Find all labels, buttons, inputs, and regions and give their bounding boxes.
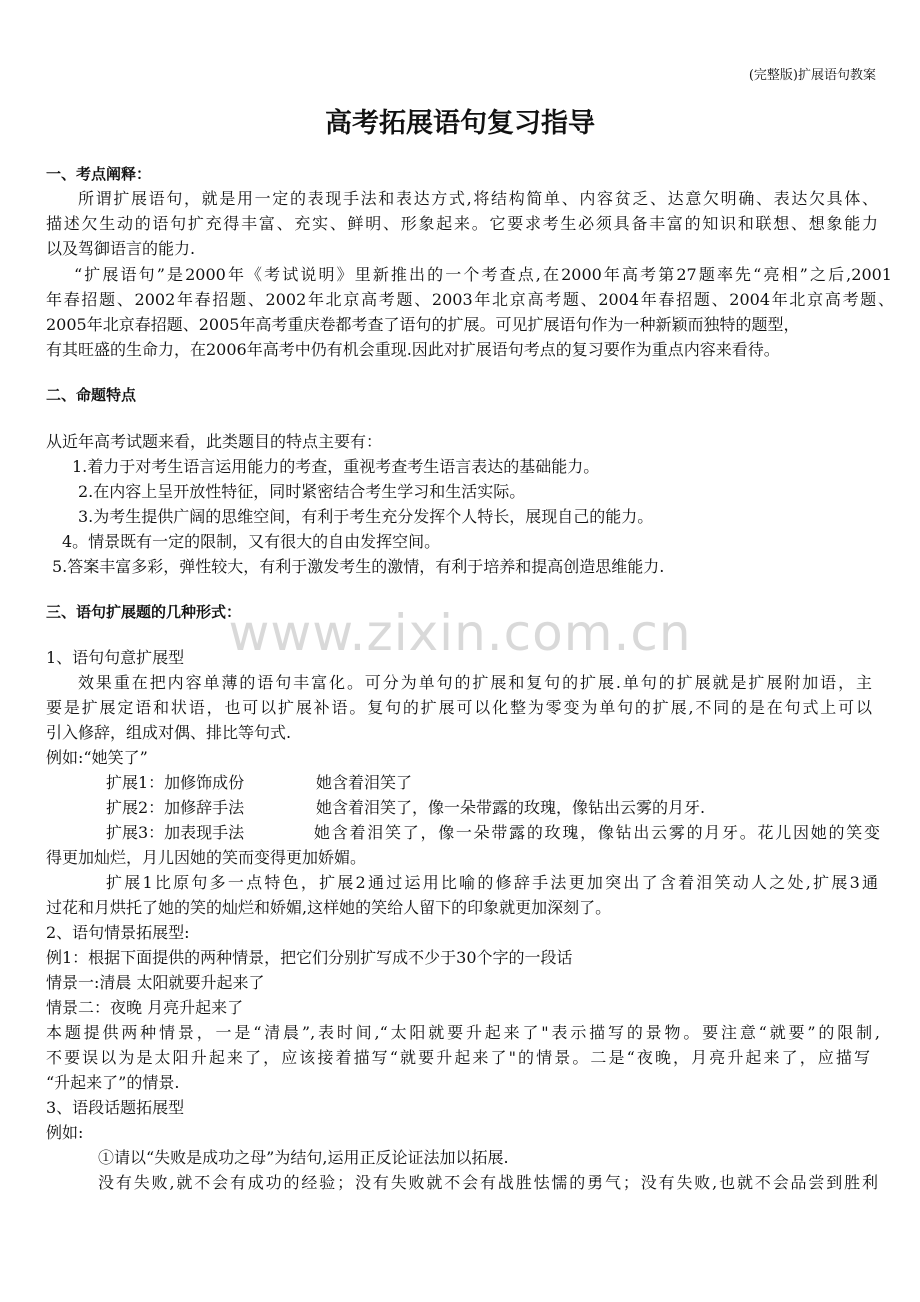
paragraph-line: 有其旺盛的生命力，在2006年高考中仍有机会重现.因此对扩展语句考点的复习要作为重点内容来看待。 bbox=[46, 340, 780, 359]
paragraph-line: “升起来了”的情景. bbox=[46, 1073, 180, 1092]
paragraph-line: 引入修辞，组成对偶、排比等句式. bbox=[46, 723, 292, 742]
paragraph-line: 过花和月烘托了她的笑的灿烂和娇媚,这样她的笑给人留下的印象就更加深刻了。 bbox=[46, 898, 612, 917]
example-text: 她含着泪笑了 bbox=[316, 773, 413, 792]
paragraph-line: 扩展1比原句多一点特色，扩展2通过运用比喻的修辞手法更加突出了含着泪笑动人之处,扩展3通 bbox=[106, 873, 878, 892]
paragraph-line: ①请以“失败是成功之母”为结句,运用正反论证法加以拓展. bbox=[98, 1148, 509, 1167]
example-label: 扩展3：加表现手法 bbox=[106, 823, 245, 842]
paragraph-line: 要是扩展定语和状语，也可以扩展补语。复句的扩展可以化整为零变为单句的扩展,不同的是在句式上可以 bbox=[46, 698, 872, 717]
section-heading-2: 二、命题特点 bbox=[46, 386, 137, 404]
subsection-heading: 1、语句句意扩展型 bbox=[46, 648, 185, 667]
paragraph-line: 效果重在把内容单薄的语句丰富化。可分为单句的扩展和复句的扩展.单句的扩展就是扩展附加语，主 bbox=[78, 673, 872, 692]
paragraph-line: 以及驾御语言的能力. bbox=[46, 239, 196, 258]
watermark: www.zixin.com.cn bbox=[228, 604, 692, 662]
paragraph-line: 得更加灿烂，月儿因她的笑而变得更加娇媚。 bbox=[46, 848, 367, 867]
example-label: 扩展2：加修辞手法 bbox=[106, 798, 245, 817]
paragraph-line: 情景二：夜晚 月亮升起来了 bbox=[46, 998, 244, 1017]
example-text: 她含着泪笑了，像一朵带露的玫瑰，像钻出云雾的月牙。花儿因她的笑变 bbox=[314, 823, 880, 842]
paragraph-line: 所谓扩展语句，就是用一定的表现手法和表达方式,将结构简单、内容贫乏、达意欠明确、表达欠具体、 bbox=[78, 189, 878, 208]
example-text: 她含着泪笑了，像一朵带露的玫瑰，像钻出云雾的月牙. bbox=[316, 798, 706, 817]
list-item: 4。情景既有一定的限制，又有很大的自由发挥空间。 bbox=[62, 532, 441, 551]
paragraph-line: 情景一:清晨 太阳就要升起来了 bbox=[46, 973, 265, 992]
paragraph-line: 年春招题、2002年春招题、2002年北京高考题、2003年北京高考题、2004年春招题、2004年北京高考题、 bbox=[46, 290, 894, 309]
list-item: 2.在内容上呈开放性特征，同时紧密结合考生学习和生活实际。 bbox=[78, 482, 526, 501]
page-title: 高考拓展语句复习指导 bbox=[325, 108, 595, 139]
subsection-heading: 3、语段话题拓展型 bbox=[46, 1098, 185, 1117]
example-label: 扩展1：加修饰成份 bbox=[106, 773, 245, 792]
paragraph-line: 描述欠生动的语句扩充得丰富、充实、鲜明、形象起来。它要求考生必须具备丰富的知识和联想、想象能力 bbox=[46, 214, 878, 233]
paragraph-line: 本题提供两种情景，一是“清晨”,表时间,“太阳就要升起来了"表示描写的景物。要注意“就要”的限制, bbox=[46, 1023, 880, 1042]
list-item: 5.答案丰富多彩，弹性较大，有利于激发考生的激情，有利于培养和提高创造思维能力. bbox=[52, 557, 665, 576]
list-item: 1.着力于对考生语言运用能力的考查，重视考查考生语言表达的基础能力。 bbox=[72, 457, 600, 476]
running-header: (完整版)扩展语句教案 bbox=[748, 68, 876, 83]
subsection-heading: 2、语句情景拓展型: bbox=[46, 923, 190, 942]
paragraph-line: 例如:“她笑了” bbox=[46, 748, 148, 767]
paragraph-line: 不要误以为是太阳升起来了，应该接着描写“就要升起来了"的情景。二是“夜晚，月亮升起来了，应描写 bbox=[46, 1048, 870, 1067]
paragraph-line: “扩展语句”是2000年《考试说明》里新推出的一个考查点,在2000年高考第27题率先“亮相”之后,2001 bbox=[74, 265, 892, 284]
section-heading-3: 三、语句扩展题的几种形式： bbox=[46, 603, 242, 621]
paragraph-line: 2005年北京春招题、2005年高考重庆卷都考查了语句的扩展。可见扩展语句作为一种新颖而独特的题型， bbox=[46, 315, 800, 334]
paragraph-line: 例如: bbox=[46, 1123, 84, 1142]
paragraph-line: 例1：根据下面提供的两种情景，把它们分别扩写成不少于30个字的一段话 bbox=[46, 948, 573, 967]
section-heading-1: 一、考点阐释： bbox=[46, 165, 152, 183]
paragraph-line: 从近年高考试题来看，此类题目的特点主要有： bbox=[46, 432, 383, 451]
list-item: 3.为考生提供广阔的思维空间，有利于考生充分发挥个人特长，展现自己的能力。 bbox=[78, 507, 654, 526]
paragraph-line: 没有失败,就不会有成功的经验；没有失败就不会有战胜怯懦的勇气；没有失败,也就不会品尝到胜利 bbox=[98, 1173, 878, 1192]
